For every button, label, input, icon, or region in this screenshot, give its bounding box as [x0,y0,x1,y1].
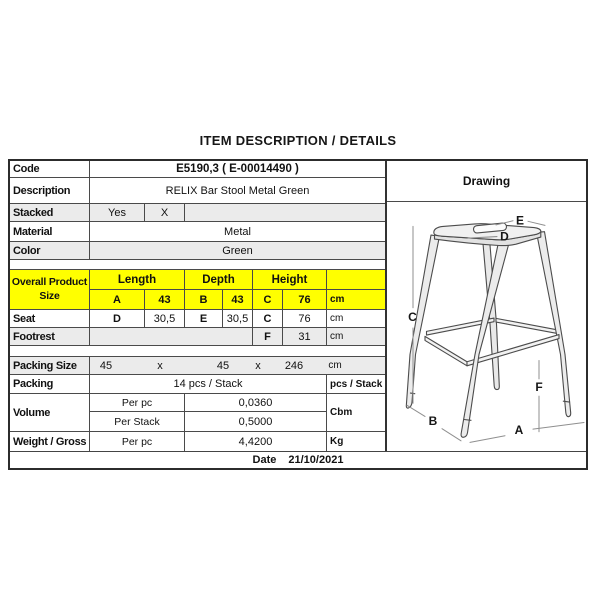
seat-depth-value: 30,5 [223,310,253,327]
row-color [10,242,385,260]
weight-label: Weight / Gross [10,432,90,451]
seat-length-key: D [90,310,145,327]
volume-per-stack-key: Per Stack [90,412,185,431]
overall-unit: cm [327,290,385,309]
row-seat [10,310,385,328]
seat-label: Seat [10,310,90,327]
stool-illustration [387,202,586,451]
row-packing [10,375,385,394]
footrest-height-key: F [253,328,283,345]
packing-size-label: Packing Size [10,357,90,374]
footrest-empty [90,328,253,345]
row-description [10,178,385,204]
stacked-value: Yes [90,204,145,221]
date-label: Date [252,454,277,466]
dim-label-c: C [408,309,417,324]
footrest-unit: cm [330,331,344,342]
dim-label-d: D [500,229,509,244]
size-section [10,269,385,310]
stacked-empty [185,204,385,221]
drawing-header: Drawing [387,161,586,202]
volume-per-stack-row [90,412,326,431]
packing-value: 14 pcs / Stack [90,375,327,393]
page-title: ITEM DESCRIPTION / DETAILS [199,133,397,148]
code-label: Code [10,161,90,177]
material-value: Metal [224,225,251,238]
seat-depth-key: E [185,310,223,327]
footrest-height-value: 31 [283,328,327,345]
stacked-label: Stacked [10,204,90,221]
date-row [10,452,586,468]
depth-header: Depth [185,270,253,289]
seat-height-key: C [253,310,283,327]
code-value: E5190,3 ( E-00014490 ) [176,163,299,175]
seat-length-value: 30,5 [145,310,185,327]
dim-label-a: A [514,423,524,438]
volume-label: Volume [10,394,90,431]
dim-label-f: F [535,379,543,395]
length-header: Length [90,270,185,289]
spacer [10,260,385,269]
overall-length-value: 43 [145,290,185,309]
material-label: Material [10,222,90,241]
spec-table [8,159,588,470]
row-packing-size [10,356,385,375]
packing-size-values [90,357,385,374]
height-header: Height [253,270,327,289]
stool-drawing [387,202,586,451]
weight-value: 4,4200 [185,432,327,451]
color-value: Green [222,244,253,257]
packing-size-x1: x [157,359,163,372]
volume-per-pc-value: 0,0360 [238,396,273,409]
row-material [10,222,385,242]
seat-height-value: 76 [283,310,327,327]
row-footrest [10,328,385,346]
overall-height-value: 76 [283,290,327,309]
volume-per-pc-row [90,394,326,412]
size-header-row [90,270,385,290]
weight-key: Per pc [90,432,185,451]
weight-unit: Kg [330,436,344,447]
seat-unit: cm [330,313,344,324]
volume-per-pc-key: Per pc [90,394,185,411]
spec-table-body [10,161,586,452]
overall-depth-key: B [185,290,223,309]
date-value: 21/10/2021 [288,454,344,466]
footrest-label: Footrest [10,328,90,345]
packing-unit: pcs / Stack [330,378,383,390]
overall-height-key: C [253,290,283,309]
size-overall-row [90,290,385,309]
packing-size-unit: cm [328,360,342,371]
packing-size-x2: x [255,359,261,372]
packing-size-v2: 45 [216,359,230,372]
spacer [10,346,385,356]
volume-section [10,394,385,432]
packing-label: Packing [10,375,90,393]
row-stacked [10,204,385,222]
packing-size-v1: 45 [99,359,113,372]
overall-length-key: A [90,290,145,309]
overall-depth-value: 43 [223,290,253,309]
color-label: Color [10,242,90,259]
dim-label-b: B [428,413,438,429]
dim-label-e: E [516,213,524,228]
description-value: RELIX Bar Stool Metal Green [165,184,310,197]
drawing-pane [385,161,586,451]
packing-size-v3: 246 [284,359,304,372]
stacked-mark: X [145,204,185,221]
size-label: Overall Product Size [10,270,90,309]
description-label: Description [10,178,90,203]
size-header-empty [327,270,385,289]
details-pane [10,161,385,451]
volume-per-stack-value: 0,5000 [238,415,273,428]
row-weight [10,432,385,451]
row-code [10,161,385,178]
volume-unit: Cbm [330,407,353,418]
